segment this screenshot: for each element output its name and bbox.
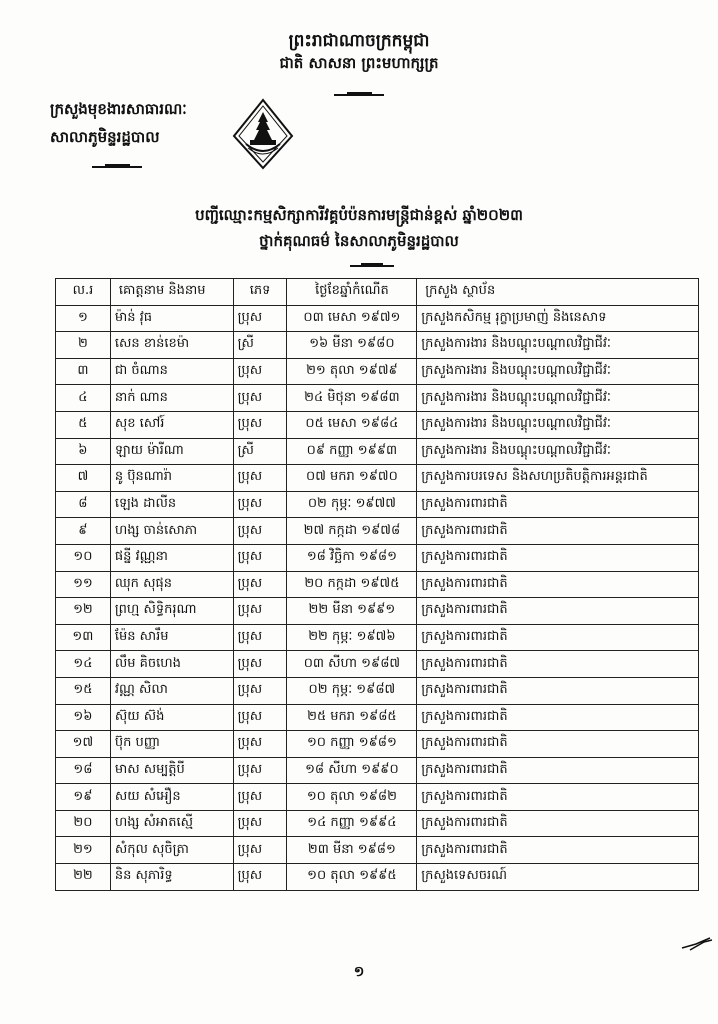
cell-sex: ប្រុស <box>233 571 287 598</box>
column-header-number: ល.រ <box>56 279 111 306</box>
table-row <box>56 810 699 837</box>
cell-dob: ០២ កុម្ភៈ ១៩៨៧ <box>287 677 417 704</box>
cell-ministry: ក្រសួងការពារជាតិ <box>417 598 699 625</box>
cell-name: ជា ចំណាន <box>110 358 233 385</box>
table-row <box>56 704 699 731</box>
cell-number: ១០ <box>56 544 111 571</box>
cell-number: ១៦ <box>56 704 111 731</box>
cell-sex: ប្រុស <box>233 731 287 758</box>
cell-number: ១៤ <box>56 651 111 678</box>
table-row <box>56 358 699 385</box>
cell-name: ហង្ស សំអាតស្មើ <box>110 810 233 837</box>
cell-sex: ប្រុស <box>233 411 287 438</box>
table-row <box>56 332 699 359</box>
school-emblem-icon <box>232 98 294 170</box>
cell-ministry: ក្រសួងការពារជាតិ <box>417 624 699 651</box>
cell-dob: ០៩ កញ្ញា ១៩៩៣ <box>287 438 417 465</box>
table-row <box>56 651 699 678</box>
cell-number: ១៥ <box>56 677 111 704</box>
cell-ministry: ក្រសួងការបរទេស និងសហប្រតិបត្តិការអន្តរជាតិ <box>417 465 699 492</box>
cell-number: ៤ <box>56 385 111 412</box>
cell-ministry: ក្រសួងការពារជាតិ <box>417 837 699 864</box>
cell-dob: ២៤ មិថុនា ១៩៨៣ <box>287 385 417 412</box>
table-row <box>56 411 699 438</box>
cell-number: ២២ <box>56 864 111 891</box>
cell-ministry: ក្រសួងការពារជាតិ <box>417 491 699 518</box>
cell-name: ម៉ែន សារឹម <box>110 624 233 651</box>
cell-ministry: ក្រសួងការពារជាតិ <box>417 571 699 598</box>
column-header-sex: ភេទ <box>233 279 287 306</box>
cell-ministry: ក្រសួងការងារ និងបណ្តុះបណ្តាលវិជ្ជាជីវៈ <box>417 332 699 359</box>
cell-name: ព្រហ្ម សិទ្ធិករុណា <box>110 598 233 625</box>
cell-dob: ១៤ កញ្ញា ១៩៩៤ <box>287 810 417 837</box>
cell-ministry: ក្រសួងការពារជាតិ <box>417 544 699 571</box>
table-row <box>56 385 699 412</box>
cell-number: ៥ <box>56 411 111 438</box>
cell-sex: ប្រុស <box>233 624 287 651</box>
cell-ministry: ក្រសួងការងារ និងបណ្តុះបណ្តាលវិជ្ជាជីវៈ <box>417 385 699 412</box>
cell-dob: ២២ មីនា ១៩៩១ <box>287 598 417 625</box>
cell-ministry: ក្រសួងការពារជាតិ <box>417 810 699 837</box>
table-row <box>56 465 699 492</box>
cell-name: លឹម គិចហេង <box>110 651 233 678</box>
cell-sex: ប្រុស <box>233 837 287 864</box>
cell-ministry: ក្រសួងការពារជាតិ <box>417 784 699 811</box>
cell-number: ៧ <box>56 465 111 492</box>
cell-ministry: ក្រសួងការពារជាតិ <box>417 518 699 545</box>
column-header-ministry: ក្រសួង ស្ថាប័ន <box>417 279 699 306</box>
motto-ornament-divider <box>334 94 384 96</box>
department-name: សាលាភូមិន្ទរដ្ឋបាល <box>50 128 160 146</box>
cell-dob: ០៧ មករា ១៩៧០ <box>287 465 417 492</box>
cell-ministry: ក្រសួងកសិកម្ម រុក្ខាប្រមាញ់ និងនេសាទ <box>417 305 699 332</box>
cell-ministry: ក្រសួងការងារ និងបណ្តុះបណ្តាលវិជ្ជាជីវៈ <box>417 411 699 438</box>
cell-name: និន សុភារិទ្ធ <box>110 864 233 891</box>
table-row <box>56 757 699 784</box>
cell-name: ឈុក សុផុន <box>110 571 233 598</box>
document-title: បញ្ជីឈ្មោះកម្មសិក្សាការីវគ្គបំប៉នការមន្ត្រីជាន់ខ្ពស់ ឆ្នាំ២០២៣ <box>195 206 523 224</box>
table-row <box>56 598 699 625</box>
cell-number: ១ <box>56 305 111 332</box>
title-ornament-divider <box>350 265 394 267</box>
cell-sex: ប្រុស <box>233 358 287 385</box>
cell-sex: ប្រុស <box>233 784 287 811</box>
table-row <box>56 837 699 864</box>
cell-ministry: ក្រសួងការងារ និងបណ្តុះបណ្តាលវិជ្ជាជីវៈ <box>417 438 699 465</box>
cell-ministry: ក្រសួងការពារជាតិ <box>417 731 699 758</box>
cell-name: ឡាយ ម៉ារីណា <box>110 438 233 465</box>
cell-sex: ប្រុស <box>233 385 287 412</box>
ministry-name: ក្រសួងមុខងារសាធារណៈ <box>50 100 187 118</box>
cell-name: ឡេង ដាលីន <box>110 491 233 518</box>
cell-name: សំកុល សុចិត្រា <box>110 837 233 864</box>
cell-number: ១២ <box>56 598 111 625</box>
cell-name: ស៊ុយ ស៊ង់ <box>110 704 233 731</box>
column-header-name: គោត្តនាម និងនាម <box>110 279 233 306</box>
cell-dob: ១០ កញ្ញា ១៩៨១ <box>287 731 417 758</box>
cell-ministry: ក្រសួងទេសចរណ៍ <box>417 864 699 891</box>
cell-number: ១៣ <box>56 624 111 651</box>
cell-number: ១១ <box>56 571 111 598</box>
cell-dob: ០៣ សីហា ១៩៨៧ <box>287 651 417 678</box>
cell-dob: ០២ កុម្ភៈ ១៩៧៧ <box>287 491 417 518</box>
cell-number: ២១ <box>56 837 111 864</box>
cell-name: ផន្នី វណ្ណនា <box>110 544 233 571</box>
cell-sex: ប្រុស <box>233 677 287 704</box>
cell-dob: ១០ តុលា ១៩៨២ <box>287 784 417 811</box>
cell-name: ប៊ុក បញ្ញា <box>110 731 233 758</box>
table-row <box>56 518 699 545</box>
cell-ministry: ក្រសួងការពារជាតិ <box>417 704 699 731</box>
column-header-dob: ថ្ងៃខែឆ្នាំកំណើត <box>287 279 417 306</box>
cell-number: ១៩ <box>56 784 111 811</box>
cell-dob: ១៨ វិច្ឆិកា ១៩៨១ <box>287 544 417 571</box>
cell-dob: ២១ តុលា ១៩៧៩ <box>287 358 417 385</box>
table-row <box>56 438 699 465</box>
cell-sex: ប្រុស <box>233 491 287 518</box>
cell-dob: ២៣ មីនា ១៩៨១ <box>287 837 417 864</box>
page-number: ១ <box>353 964 365 980</box>
table-header-row <box>56 279 699 306</box>
cell-name: សេន ខាន់ខេម៉ា <box>110 332 233 359</box>
cell-dob: ១៨ សីហា ១៩៩០ <box>287 757 417 784</box>
table-row <box>56 677 699 704</box>
cell-sex: ប្រុស <box>233 598 287 625</box>
cell-number: ៩ <box>56 518 111 545</box>
cell-name: ហង្ស ចាន់សោភា <box>110 518 233 545</box>
cell-dob: ១៦ មីនា ១៩៨០ <box>287 332 417 359</box>
cell-ministry: ក្រសួងការពារជាតិ <box>417 677 699 704</box>
cell-name: នាក់ ណាន <box>110 385 233 412</box>
cell-name: ម៉ាន់ វុធ <box>110 305 233 332</box>
cell-sex: ប្រុស <box>233 757 287 784</box>
cell-dob: ០៣ មេសា ១៩៧១ <box>287 305 417 332</box>
table-row <box>56 784 699 811</box>
cell-number: ៦ <box>56 438 111 465</box>
cell-number: ២០ <box>56 810 111 837</box>
cell-number: ២ <box>56 332 111 359</box>
cell-ministry: ក្រសួងការងារ និងបណ្តុះបណ្តាលវិជ្ជាជីវៈ <box>417 358 699 385</box>
cell-dob: ០៥ មេសា ១៩៨៤ <box>287 411 417 438</box>
kingdom-heading: ព្រះរាជាណាចក្រកម្ពុជា <box>288 31 430 51</box>
cell-name: វណ្ណ សិលា <box>110 677 233 704</box>
table-row <box>56 571 699 598</box>
table-row <box>56 624 699 651</box>
cell-sex: ប្រុស <box>233 704 287 731</box>
cell-dob: ១០ តុលា ១៩៩៥ <box>287 864 417 891</box>
table-row <box>56 491 699 518</box>
table-row <box>56 305 699 332</box>
cell-number: ១៧ <box>56 731 111 758</box>
cell-sex: ប្រុស <box>233 864 287 891</box>
cell-number: ១៨ <box>56 757 111 784</box>
cell-dob: ២៥ មករា ១៩៨៥ <box>287 704 417 731</box>
cell-dob: ២២ កុម្ភៈ ១៩៧៦ <box>287 624 417 651</box>
table-row <box>56 544 699 571</box>
cell-dob: ២៧ កក្កដា ១៩៧៨ <box>287 518 417 545</box>
cell-sex: ស្រី <box>233 332 287 359</box>
cell-sex: ប្រុស <box>233 810 287 837</box>
cell-number: ៨ <box>56 491 111 518</box>
cell-name: សុខ សៅរ៍ <box>110 411 233 438</box>
initials-mark-icon <box>680 930 714 954</box>
cell-name: មាស សម្បត្តិបី <box>110 757 233 784</box>
cell-sex: ប្រុស <box>233 305 287 332</box>
trainee-roster-table <box>55 278 699 891</box>
document-subtitle: ថ្នាក់គុណធម៌ នៃសាលាភូមិន្ទរដ្ឋបាល <box>259 232 459 250</box>
cell-number: ៣ <box>56 358 111 385</box>
table-row <box>56 864 699 891</box>
cell-sex: ប្រុស <box>233 518 287 545</box>
table-row <box>56 731 699 758</box>
cell-name: នូ ប៊ុនណារ៉ា <box>110 465 233 492</box>
cell-ministry: ក្រសួងការពារជាតិ <box>417 757 699 784</box>
cell-sex: ប្រុស <box>233 651 287 678</box>
cell-dob: ២០ កក្កដា ១៩៧៥ <box>287 571 417 598</box>
department-ornament-divider <box>92 166 142 168</box>
cell-ministry: ក្រសួងការពារជាតិ <box>417 651 699 678</box>
cell-name: សយ សំអឿន <box>110 784 233 811</box>
cell-sex: ប្រុស <box>233 465 287 492</box>
national-motto: ជាតិ សាសនា ព្រះមហាក្សត្រ <box>279 54 439 72</box>
cell-sex: ប្រុស <box>233 544 287 571</box>
cell-sex: ស្រី <box>233 438 287 465</box>
